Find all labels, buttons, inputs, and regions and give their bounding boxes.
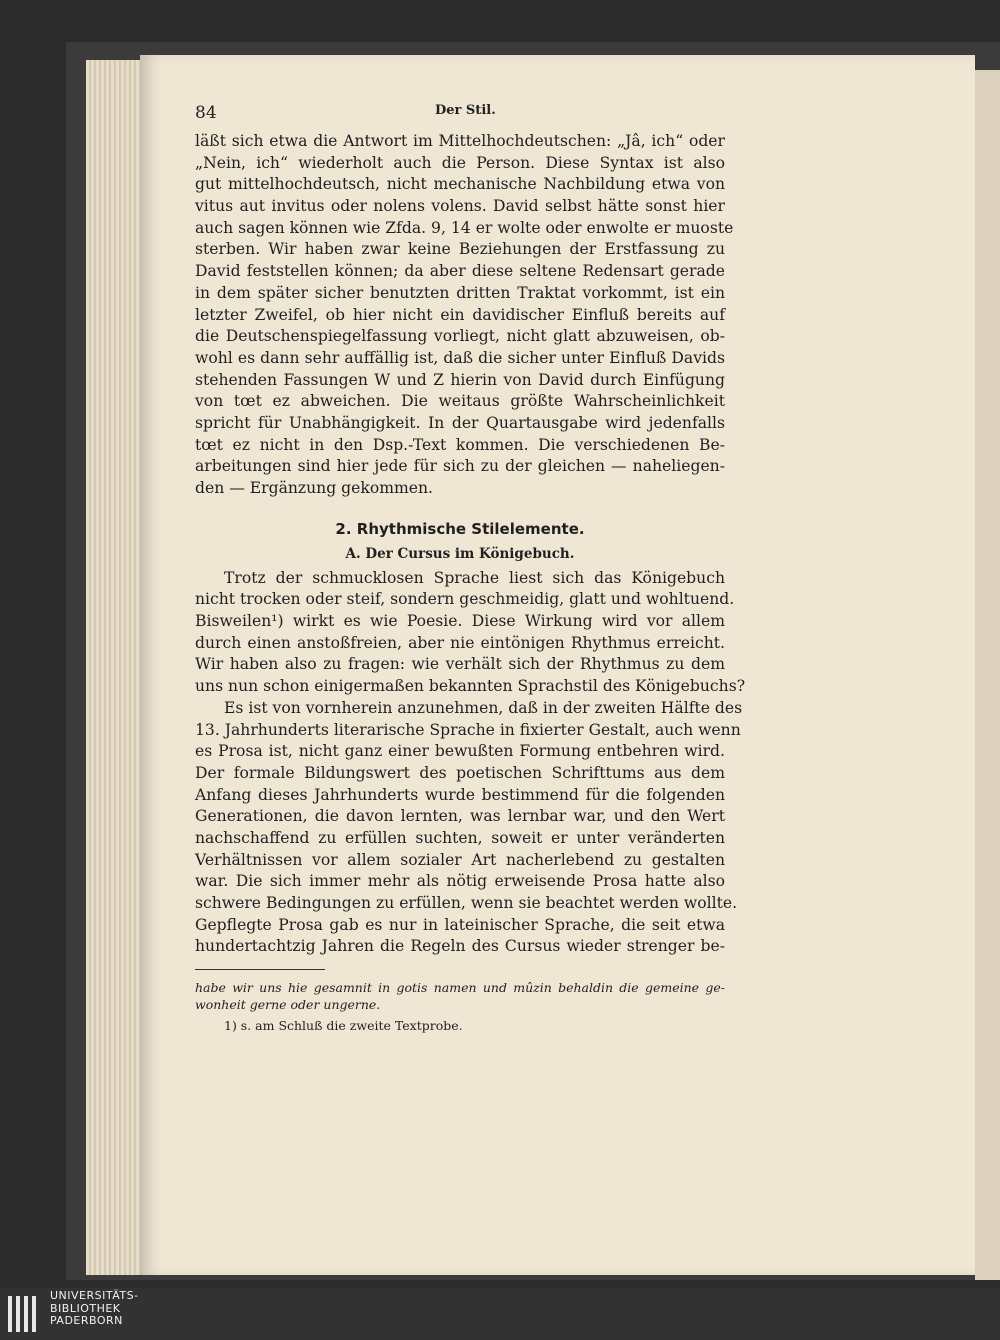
text-line: Trotz der schmucklosen Sprache liest sich das Königebuch (224, 568, 725, 587)
text-line: nachschaffend zu erfüllen suchten, soweit er unter veränderten (195, 828, 725, 847)
library-name (50, 1290, 139, 1328)
text-line: „Nein, ich“ wiederholt auch die Person. Diese Syntax ist also (195, 153, 725, 172)
text-line: Verhältnissen vor allem sozialer Art nacherlebend zu gestalten (195, 850, 725, 869)
page-header (195, 103, 725, 133)
library-name-line: UNIVERSITÄTS- (50, 1289, 139, 1302)
library-footer (0, 1288, 1000, 1340)
text-line: den — Ergänzung gekommen. (195, 479, 434, 497)
page-edges (86, 60, 146, 1275)
text-line: war. Die sich immer mehr als nötig erweisende Prosa hatte also (195, 872, 725, 891)
text-line: durch einen anstoßfreien, aber nie eintönigen Rhythmus erreicht. (195, 633, 725, 652)
text-line: nicht trocken oder steif, sondern geschmeidig, glatt und wohltuend. (195, 590, 735, 609)
text-line: Gepflegte Prosa gab es nur in lateinischer Sprache, die seit etwa (195, 915, 725, 934)
text-line: auch sagen können wie Zfda. 9, 14 er wolte oder enwolte er muoste (195, 218, 734, 237)
text-line: David feststellen können; da aber diese seltene Redensart gerade (195, 262, 725, 281)
paragraph-3 (195, 698, 743, 958)
text-line: wohl es dann sehr auffällig ist, daß die sicher unter Einfluß Davids (195, 348, 725, 367)
text-line: arbeitungen sind hier jede für sich zu der gleichen — naheliegen- (195, 457, 725, 476)
footnote-rule (195, 969, 325, 970)
library-logo-icon (6, 1292, 42, 1336)
subsection-heading: A. Der Cursus im Königebuch. (345, 545, 575, 562)
text-line: gut mittelhochdeutsch, nicht mechanische Nachbildung etwa von (195, 175, 725, 194)
text-line: in dem später sicher benutzten dritten Traktat vorkommt, ist ein (195, 283, 725, 302)
text-line: spricht für Unabhängigkeit. In der Quartausgabe wird jedenfalls (195, 413, 725, 432)
text-line: läßt sich etwa die Antwort im Mittelhochdeutschen: „Jâ, ich“ oder (195, 132, 725, 150)
text-line: Bisweilen¹) wirkt es wie Poesie. Diese Wirkung wird vor allem (195, 612, 725, 631)
section-heading: 2. Rhythmische Stilelemente. (335, 519, 585, 538)
footnote-1: 1) s. am Schluß die zweite Textprobe. (224, 1018, 463, 1033)
text-line: Anfang dieses Jahrhunderts wurde bestimmend für die folgenden (195, 785, 725, 804)
running-title: Der Stil. (435, 103, 496, 118)
paragraph-2 (195, 568, 746, 698)
text-line: stehenden Fassungen W und Z hierin von David durch Einfügung (195, 370, 725, 389)
text-line: Es ist von vornherein anzunehmen, daß in der zweiten Hälfte des (224, 698, 743, 717)
body-text (195, 131, 746, 958)
facing-page-edge (975, 70, 1000, 1280)
text-line: uns nun schon einigermaßen bekannten Sprachstil des Königebuchs? (195, 677, 746, 696)
text-line: es Prosa ist, nicht ganz einer bewußten Formung entbehren wird. (195, 742, 725, 761)
footnotes (195, 979, 725, 1034)
text-line: von tœt ez abweichen. Die weitaus größte Wahrscheinlichkeit (195, 392, 725, 411)
text-line: vitus aut invitus oder nolens volens. David selbst hätte sonst hier (195, 197, 725, 216)
text-line: tœt ez nicht in den Dsp.-Text kommen. Die verschiedenen Be- (195, 435, 725, 454)
footnote-continuation-line: wonheit gerne oder ungerne. (195, 997, 381, 1012)
text-line: letzter Zweifel, ob hier nicht ein davidischer Einfluß bereits auf (195, 305, 725, 324)
text-line: die Deutschenspiegelfassung vorliegt, nicht glatt abzuweisen, ob- (195, 327, 725, 346)
text-line: schwere Bedingungen zu erfüllen, wenn sie beachtet werden wollte. (195, 894, 738, 912)
text-line: Wir haben also zu fragen: wie verhält sich der Rhythmus zu dem (195, 655, 725, 674)
footnote-continuation-line: habe wir uns hie gesamnit in gotis namen und mûzin behaldin die gemeine ge- (195, 980, 725, 995)
page-number: 84 (195, 103, 217, 123)
text-line: Generationen, die davon lernten, was lernbar war, und den Wert (195, 807, 725, 826)
library-name-line: PADERBORN (50, 1314, 123, 1327)
text-line: Der formale Bildungswert des poetischen Schrifttums aus dem (195, 763, 725, 782)
text-line: sterben. Wir haben zwar keine Beziehungen der Erstfassung zu (195, 240, 725, 259)
text-line: 13. Jahrhunderts literarische Sprache in fixierter Gestalt, auch wenn (195, 720, 741, 739)
text-line: hundertachtzig Jahren die Regeln des Cursus wieder strenger be- (195, 937, 725, 956)
paragraph-1 (195, 131, 734, 500)
library-name-line: BIBLIOTHEK (50, 1301, 121, 1315)
